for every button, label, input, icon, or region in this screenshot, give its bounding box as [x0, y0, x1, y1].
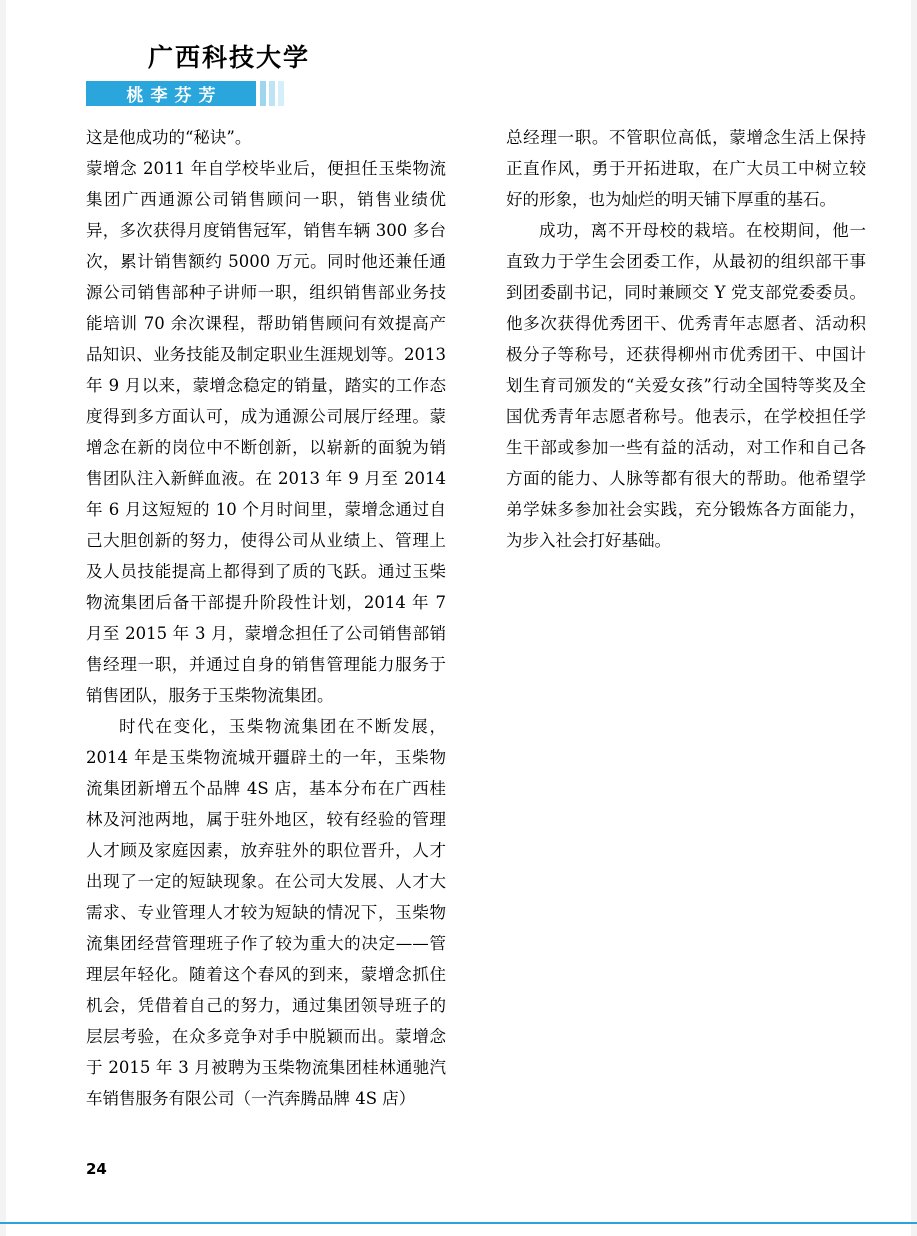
body-column-left: [86, 122, 446, 1114]
paragraph: 时代在变化，玉柴物流集团在不断发展，2014 年是玉柴物流城开疆辟土的一年，玉柴物流集团新增五个品牌 4S 店，基本分布在广西桂林及河池两地，属于驻外地区，较有经验的管理人才顾及家庭因素，放弃驻外的职位晋升，人才出现了一定的短缺现象。在公司大发展、人才大需求、专业管理人才较为短缺的情况下，玉柴物流集团经营管理班子作了较为重大的决定——管理层年轻化。随着这个春风的到来，蒙增念抓住机会，凭借着自己的努力，通过集团领导班子的层层考验，在众多竞争对手中脱颖而出。蒙增念于 2015 年 3 月被聘为玉柴物流集团桂林通驰汽车销售服务有限公司（一汽奔腾品牌 4S 店）: [86, 717, 446, 1108]
paragraph: 这是他成功的“秘诀”。: [86, 128, 252, 147]
university-name: 广西科技大学: [148, 43, 311, 72]
paragraph: 成功，离不开母校的栽培。在校期间，他一直致力于学生会团委工作，从最初的组织部干事到团委副书记，同时兼顾交 Y 党支部党委委员。他多次获得优秀团干、优秀青年志愿者、活动积极分子等称号，还获得柳州市优秀团干、中国计划生育司颁发的“关爱女孩”行动全国特等奖及全国优秀青年志愿者称号。他表示，在学校担任学生干部或参加一些有益的活动，对工作和自己各方面的能力、人脉等都有很大的帮助。他希望学弟学妹多参加社会实践，充分锻炼各方面能力，为步入社会打好基础。: [506, 221, 866, 550]
page-number: 24: [86, 1160, 107, 1178]
section-banner-label: 桃李芬芳: [126, 85, 223, 106]
section-banner: [86, 81, 305, 106]
paragraph: 总经理一职。不管职位高低，蒙增念生活上保持正直作风，勇于开拓进取，在广大员工中树立较好的形象，也为灿烂的明天铺下厚重的基石。: [506, 128, 866, 209]
body-column-right: [506, 122, 866, 556]
page-header: [86, 44, 446, 106]
section-banner-main: [86, 81, 256, 106]
footer-rule: [0, 1222, 917, 1224]
page-edge-left: [0, 0, 6, 1236]
page-edge-right: [911, 0, 917, 1236]
section-banner-stripes: [256, 81, 305, 106]
paragraph: 蒙增念 2011 年自学校毕业后，便担任玉柴物流集团广西通源公司销售顾问一职，销售业绩优异，多次获得月度销售冠军，销售车辆 300 多台次，累计销售额约 5000 万元。同时他还兼任通源公司销售部种子讲师一职，组织销售部业务技能培训 70 余次课程，帮助销售顾问有效提高产品知识、业务技能及制定职业生涯规划等。2013 年 9 月以来，蒙增念稳定的销量，踏实的工作态度得到多方面认可，成为通源公司展厅经理。蒙增念在新的岗位中不断创新，以崭新的面貌为销售团队注入新鲜血液。在 2013 年 9 月至 2014 年 6 月这短短的 10 个月时间里，蒙增念通过自己大胆创新的努力，使得公司从业绩上、管理上及人员技能提高上都得到了质的飞跃。通过玉柴物流集团后备干部提升阶段性计划，2014 年 7 月至 2015 年 3 月，蒙增念担任了公司销售部销售经理一职，并通过自身的销售管理能力服务于销售团队，服务于玉柴物流集团。: [86, 159, 446, 705]
